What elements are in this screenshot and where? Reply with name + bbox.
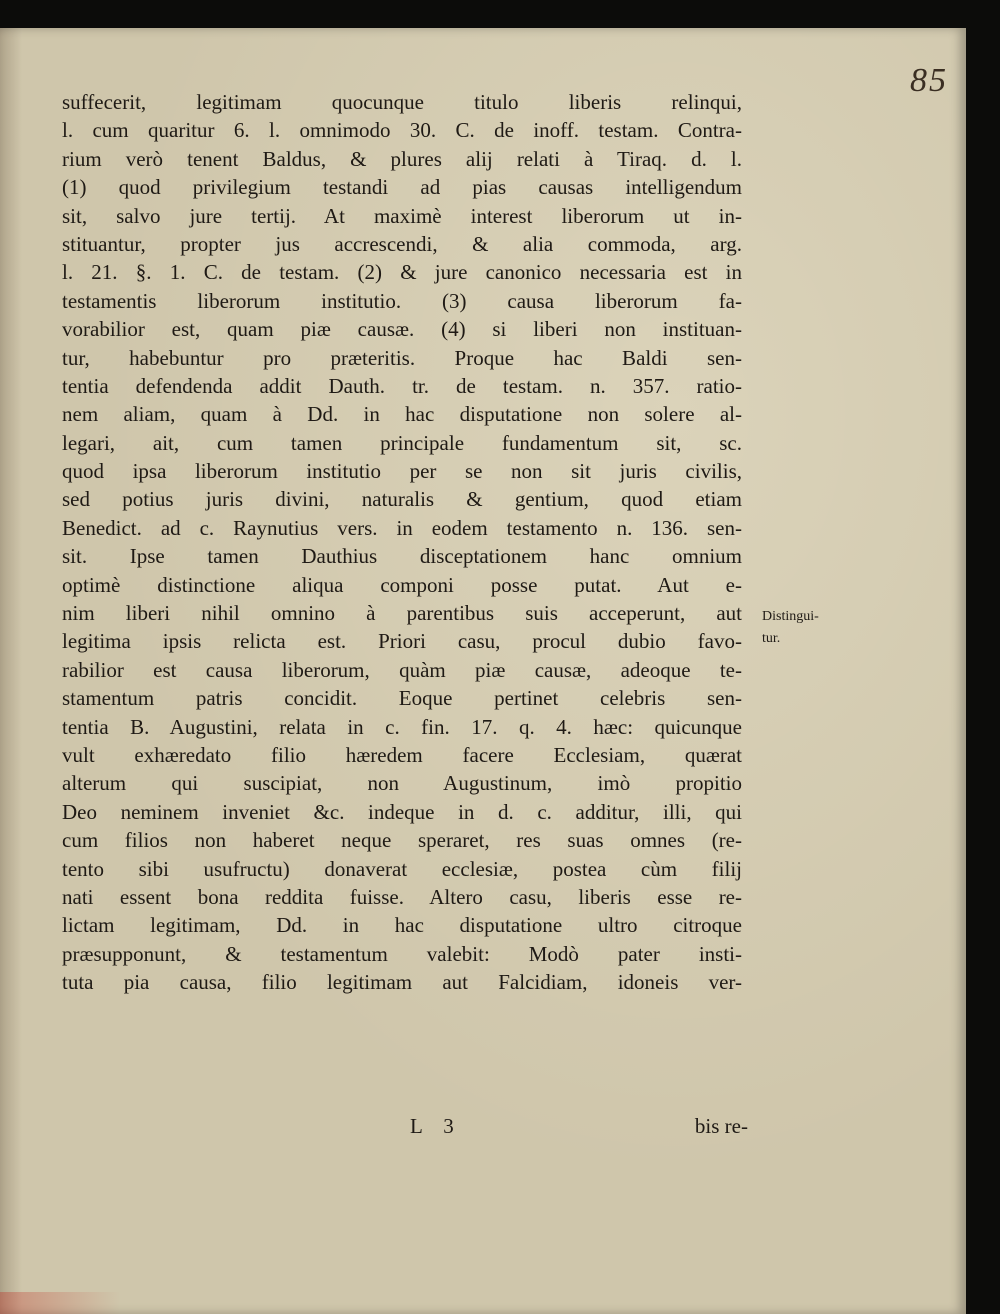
text-line: quod ipsa liberorum institutio per se non sit juris civilis, [62, 459, 742, 484]
text-line: stituantur, propter jus accrescendi, & alia commoda, arg. [62, 231, 742, 256]
text-line: testamentis liberorum institutio. (3) causa liberorum fa- [62, 288, 742, 313]
text-line: alterum qui suscipiat, non Augustinum, imò propitio [62, 771, 742, 796]
text-line: l. 21. §. 1. C. de testam. (2) & jure canonico necessaria est in [62, 260, 742, 285]
text-line: sed potius juris divini, naturalis & gentium, quod etiam [62, 487, 742, 512]
marginal-note [762, 606, 819, 650]
text-line: legitima ipsis relicta est. Priori casu, procul dubio favo- [62, 629, 742, 654]
signature-mark: L 3 [410, 1114, 462, 1138]
catchword: bis re- [694, 1114, 748, 1138]
text-line: tentia defendenda addit Dauth. tr. de testam. n. 357. ratio- [62, 373, 742, 398]
text-line: tentia B. Augustini, relata in c. fin. 17. q. 4. hæc: quicunque [62, 714, 742, 739]
text-line: Deo neminem inveniet &c. indeque in d. c. additur, illi, qui [62, 799, 742, 824]
text-line: stamentum patris concidit. Eoque pertinet celebris sen- [62, 686, 742, 711]
book-page [0, 28, 966, 1314]
page-stain [0, 1292, 120, 1314]
text-line: tuta pia causa, filio legitimam aut Falcidiam, idoneis ver- [62, 970, 742, 995]
text-line: nati essent bona reddita fuisse. Altero casu, liberis esse re- [62, 884, 742, 909]
text-line: cum filios non haberet neque speraret, res suas omnes (re- [62, 828, 742, 853]
text-line: tur, habebuntur pro præteritis. Proque hac Baldi sen- [62, 345, 742, 370]
text-line: nim liberi nihil omnino à parentibus suis acceperunt, aut [62, 601, 742, 626]
text-line: rabilior est causa liberorum, quàm piæ causæ, adeoque te- [62, 657, 742, 682]
text-line: (1) quod privilegium testandi ad pias causas intelligendum [62, 175, 742, 200]
marginal-note-line: tur. [762, 631, 781, 646]
folio-number: 85 [910, 62, 948, 99]
text-line: vult exhæredato filio hæredem facere Ecclesiam, quærat [62, 742, 742, 767]
marginal-note-line: Distingui- [762, 609, 819, 624]
text-line: tento sibi usufructu) donaverat ecclesiæ, postea cùm filij [62, 856, 742, 881]
text-line: rium verò tenent Baldus, & plures alij relati à Tiraq. d. l. [62, 146, 742, 171]
text-line: optimè distinctione aliqua componi posse putat. Aut e- [62, 572, 742, 597]
text-line: sit, salvo jure tertij. At maximè interest liberorum ut in- [62, 203, 742, 228]
text-line: suffecerit, legitimam quocunque titulo liberis relinqui, [62, 90, 742, 114]
text-line: nem aliam, quam à Dd. in hac disputatione non solere al- [62, 402, 742, 427]
text-line: sit. Ipse tamen Dauthius disceptationem hanc omnium [62, 544, 742, 569]
text-line: vorabilior est, quam piæ causæ. (4) si liberi non instituan- [62, 317, 742, 342]
text-line: l. cum quaritur 6. l. omnimodo 30. C. de inoff. testam. Contra- [62, 118, 742, 143]
text-line: præsupponunt, & testamentum valebit: Modò pater insti- [62, 941, 742, 966]
text-line: legari, ait, cum tamen principale fundamentum sit, sc. [62, 430, 742, 455]
text-line: lictam legitimam, Dd. in hac disputatione ultro citroque [62, 913, 742, 938]
page-footer [62, 1114, 748, 1144]
body-text [62, 88, 742, 997]
text-line: Benedict. ad c. Raynutius vers. in eodem testamento n. 136. sen- [62, 515, 742, 540]
